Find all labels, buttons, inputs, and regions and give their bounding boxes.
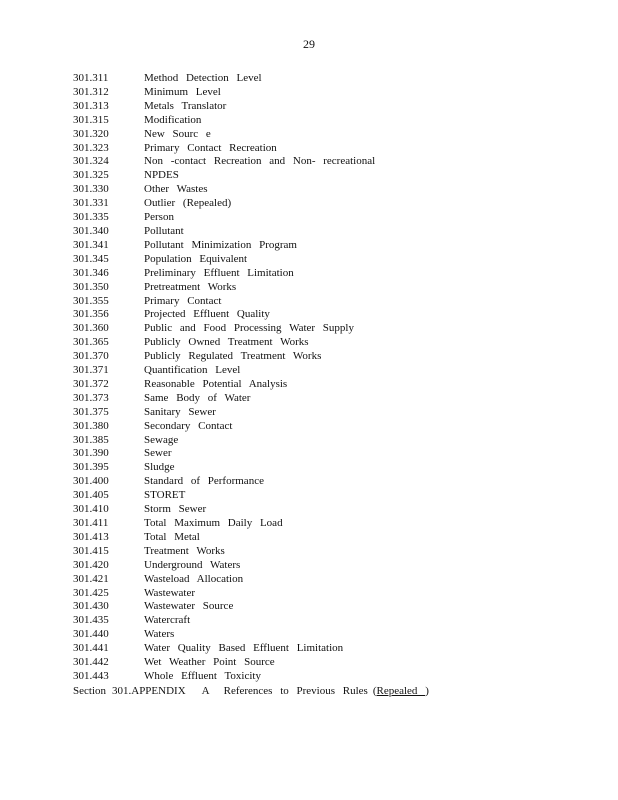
section-number: 301.443: [73, 669, 109, 682]
section-entry: [73, 378, 429, 392]
section-entry: [73, 587, 429, 601]
section-entry: [73, 489, 429, 503]
section-entry: [73, 295, 429, 309]
section-number: 301.411: [73, 517, 109, 529]
section-number: 301.365: [73, 336, 109, 349]
section-title: Other Wastes: [144, 183, 208, 196]
section-number: 301.442: [73, 656, 109, 669]
section-entry: [73, 559, 429, 573]
section-title: Metals Translator: [144, 99, 227, 112]
section-number: 301.370: [73, 350, 109, 363]
section-number: 301.415: [73, 544, 109, 557]
section-title: Underground Waters: [144, 558, 241, 571]
section-title: Sewer: [144, 447, 172, 460]
section-title: Whole Effluent Toxicity: [144, 669, 261, 682]
section-number: 301.400: [73, 475, 109, 488]
section-entry: [73, 267, 429, 281]
section-number: 301.410: [73, 503, 109, 516]
section-title: Projected Effluent Quality: [144, 308, 270, 321]
section-title: Storm Sewer: [144, 503, 207, 516]
section-entry: [73, 392, 429, 406]
section-entry: [73, 434, 429, 448]
section-title: Pretreatment Works: [144, 280, 237, 293]
section-entry: [73, 336, 429, 350]
section-number: 301.345: [73, 252, 109, 265]
section-entry: [73, 155, 429, 169]
section-number: 301.356: [73, 308, 109, 321]
section-entry: [73, 169, 429, 183]
section-number: 301.395: [73, 461, 109, 474]
section-entry: [73, 670, 429, 684]
section-title: Wasteload Allocation: [144, 572, 244, 585]
section-title: Pollutant Minimization Program: [144, 238, 297, 251]
section-entry: [73, 503, 429, 517]
section-number: 301.312: [73, 85, 109, 98]
section-number: 301.373: [73, 391, 109, 404]
section-entry: [73, 531, 429, 545]
section-entry: [73, 114, 429, 128]
section-number: 301.420: [73, 558, 109, 571]
section-title: Modification: [144, 113, 202, 126]
section-entry: [73, 420, 429, 434]
section-entry: [73, 656, 429, 670]
section-title: Preliminary Effluent Limitation: [144, 266, 294, 279]
section-entry: [73, 475, 429, 489]
section-number: 301.350: [73, 280, 109, 293]
section-number: 301.440: [73, 628, 109, 641]
section-title: STORET: [144, 489, 186, 502]
section-entry: [73, 308, 429, 322]
section-entry: [73, 239, 429, 253]
section-number: 301.372: [73, 377, 109, 390]
section-title: Public and Food Processing Water Supply: [144, 322, 354, 335]
section-number: 301.435: [73, 614, 109, 627]
section-entry: [73, 253, 429, 267]
section-entry: [73, 183, 429, 197]
section-title: Wastewater Source: [144, 600, 234, 613]
section-number: 301.315: [73, 113, 109, 126]
section-number: 301.441: [73, 642, 109, 655]
section-title: Primary Contact Recreation: [144, 141, 277, 154]
section-title: Quantification Level: [144, 364, 241, 377]
section-number: 301.413: [73, 530, 109, 543]
section-title: Total Maximum Daily Load: [144, 517, 283, 529]
section-entry: [73, 142, 429, 156]
section-entry: [73, 545, 429, 559]
section-entry: [73, 100, 429, 114]
section-entry: [73, 322, 429, 336]
section-number: 301.323: [73, 141, 109, 154]
section-number: 301.430: [73, 600, 109, 613]
section-number: 301.331: [73, 197, 109, 210]
section-number: 301.324: [73, 155, 109, 168]
section-title: Waters: [144, 628, 175, 641]
appendix-status-text: Repealed: [376, 684, 426, 697]
section-entry: [73, 86, 429, 100]
section-entry: [73, 517, 429, 531]
appendix-letter: A: [201, 684, 210, 697]
table-of-contents: [73, 72, 429, 698]
section-list: [73, 72, 429, 684]
appendix-number: 301.APPENDIX: [112, 684, 186, 697]
appendix-section-label: Section: [73, 684, 106, 697]
section-title: Method Detection Level: [144, 72, 262, 84]
section-number: 301.390: [73, 447, 109, 460]
page-number: 29: [303, 37, 315, 51]
section-number: 301.380: [73, 419, 109, 432]
section-number: 301.385: [73, 433, 109, 446]
section-title: NPDES: [144, 169, 179, 182]
section-entry: [73, 614, 429, 628]
section-title: Sewage: [144, 433, 179, 446]
section-number: 301.325: [73, 169, 109, 182]
section-entry: [73, 225, 429, 239]
section-title: Standard of Performance: [144, 475, 264, 488]
section-entry: [73, 211, 429, 225]
section-title: Reasonable Potential Analysis: [144, 377, 288, 390]
section-number: 301.313: [73, 99, 109, 112]
section-number: 301.360: [73, 322, 109, 335]
section-title: Same Body of Water: [144, 391, 251, 404]
section-title: Sanitary Sewer: [144, 405, 216, 418]
section-entry: [73, 461, 429, 475]
section-entry: [73, 642, 429, 656]
section-title: Population Equivalent: [144, 252, 248, 265]
section-number: 301.335: [73, 211, 109, 224]
section-title: Total Metal: [144, 530, 200, 543]
section-entry: [73, 406, 429, 420]
section-title: Water Quality Based Effluent Limitation: [144, 642, 344, 655]
section-number: 301.405: [73, 489, 109, 502]
section-entry: [73, 364, 429, 378]
section-title: Watercraft: [144, 614, 191, 627]
section-entry: [73, 128, 429, 142]
section-title: Non -contact Recreation and Non- recreational: [144, 155, 376, 168]
section-title: Primary Contact: [144, 294, 222, 307]
section-number: 301.375: [73, 405, 109, 418]
section-number: 301.355: [73, 294, 109, 307]
section-title: Minimum Level: [144, 85, 221, 98]
section-number: 301.320: [73, 127, 109, 140]
appendix-title: References to Previous Rules: [223, 684, 368, 697]
section-number: 301.421: [73, 572, 109, 585]
appendix-row: [73, 684, 429, 698]
appendix-status-open: (: [372, 684, 377, 697]
section-title: Person: [144, 211, 174, 224]
section-entry: [73, 197, 429, 211]
appendix-status: [373, 684, 429, 698]
section-entry: [73, 350, 429, 364]
section-number: 301.340: [73, 224, 109, 237]
section-title: Wastewater: [144, 586, 196, 599]
section-number: 301.371: [73, 364, 109, 377]
section-title: Outlier (Repealed): [144, 197, 232, 210]
section-title: Wet Weather Point Source: [144, 656, 275, 669]
section-entry: [73, 281, 429, 295]
appendix-status-close: ): [425, 684, 429, 697]
section-title: Pollutant: [144, 224, 184, 237]
section-title: Sludge: [144, 461, 175, 474]
section-entry: [73, 573, 429, 587]
section-entry: [73, 628, 429, 642]
section-number: 301.311: [73, 72, 109, 84]
section-title: Publicly Owned Treatment Works: [144, 336, 309, 349]
section-entry: [73, 72, 429, 86]
section-title: Treatment Works: [144, 544, 225, 557]
section-title: New Sourc e: [144, 127, 211, 140]
section-title: Secondary Contact: [144, 419, 233, 432]
section-number: 301.341: [73, 238, 109, 251]
section-number: 301.330: [73, 183, 109, 196]
section-number: 301.346: [73, 266, 109, 279]
section-title: Publicly Regulated Treatment Works: [144, 350, 322, 363]
section-entry: [73, 447, 429, 461]
section-entry: [73, 600, 429, 614]
section-number: 301.425: [73, 586, 109, 599]
